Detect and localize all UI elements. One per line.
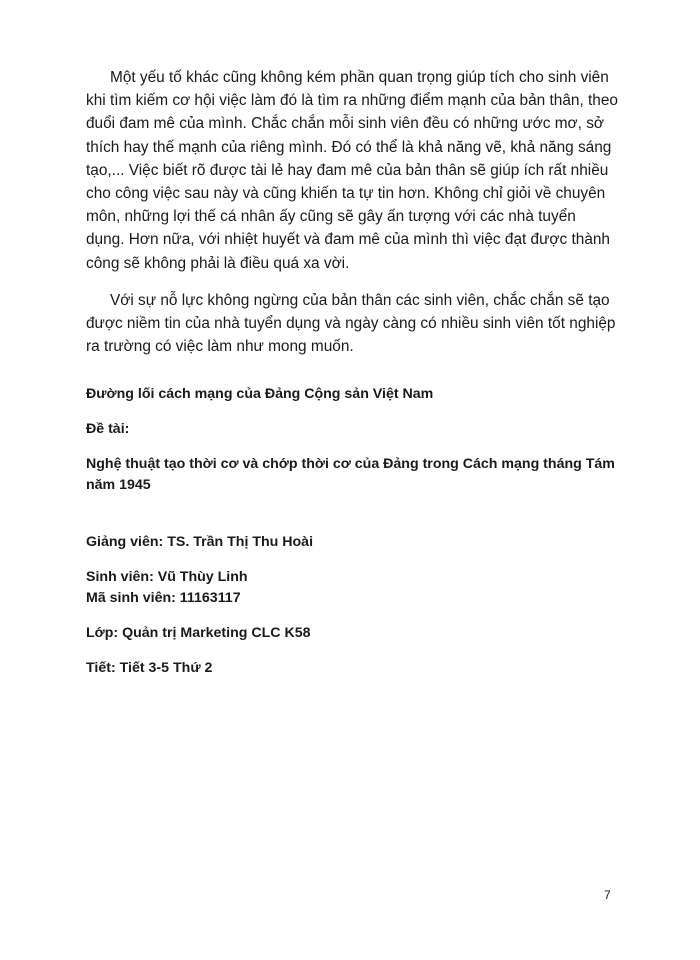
body-paragraph-1: Một yếu tố khác cũng không kém phần quan trọng giúp tích cho sinh viên khi tìm kiếm cơ hội việc làm đó là tìm ra những điểm mạnh của bản thân, theo đuổi đam mê của mình. Chắc chắn mỗi sinh viên đều có những ước mơ, sở thích hay thế mạnh của riêng mình. Đó có thể là khả năng vẽ, khả năng sáng tạo,... Việc biết rõ được tài lẻ hay đam mê của bản thân sẽ giúp ích rất nhiều cho công việc sau này và cũng khiến ta tự tin hơn. Không chỉ giỏi về chuyên môn, những lợi thế cá nhân ấy cũng sẽ gây ấn tượng với các nhà tuyển dụng. Hơn nữa, với nhiệt huyết và đam mê của mình thì việc đạt được thành công sẽ không phải là điều quá xa vời. bbox=[86, 69, 618, 272]
topic-label: Đề tài: bbox=[86, 421, 130, 438]
class-line: Lớp: Quản trị Marketing CLC K58 bbox=[86, 625, 311, 642]
topic-title: Nghệ thuật tạo thời cơ và chớp thời cơ của Đảng trong Cách mạng tháng Tám năm 1945 bbox=[86, 456, 615, 494]
student-name-line: Sinh viên: Vũ Thùy Linh bbox=[86, 569, 248, 586]
body-paragraph-2: Với sự nỗ lực không ngừng của bản thân các sinh viên, chắc chắn sẽ tạo được niềm tin của nhà tuyển dụng và ngày càng có nhiều sinh viên tốt nghiệp ra trường có việc làm như mong muốn. bbox=[86, 291, 616, 356]
period-line: Tiết: Tiết 3-5 Thứ 2 bbox=[86, 660, 213, 677]
lecturer-line: Giảng viên: TS. Trần Thị Thu Hoài bbox=[86, 534, 314, 551]
page-number: 7 bbox=[604, 888, 611, 902]
page-content bbox=[86, 66, 618, 679]
course-title: Đường lối cách mạng của Đảng Cộng sản Việt Nam bbox=[86, 386, 434, 403]
student-id-line: Mã sinh viên: 11163117 bbox=[86, 590, 241, 607]
